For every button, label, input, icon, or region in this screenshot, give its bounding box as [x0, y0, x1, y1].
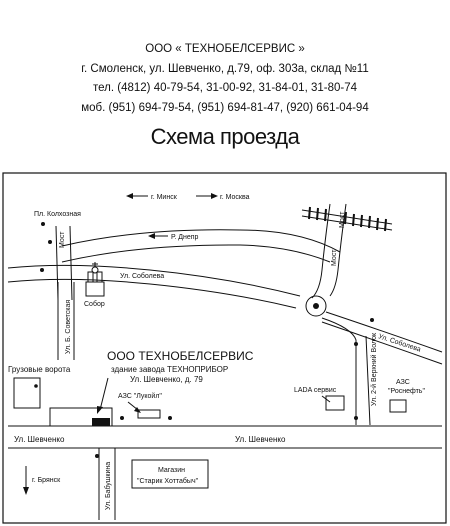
traffic-light-icon	[95, 454, 99, 458]
gas-station-icon	[390, 400, 406, 412]
building-icon	[14, 378, 40, 408]
traffic-light-icon	[168, 416, 172, 420]
label-dnepr: Р. Днепр	[171, 234, 199, 241]
label-soboleva-right: Ул. Соболева	[377, 333, 422, 354]
traffic-light-icon	[354, 416, 358, 420]
company-mobile: моб. (951) 694-79-54, (951) 694-81-47, (920) 661-04-94	[81, 102, 369, 114]
traffic-light-icon	[41, 222, 45, 226]
arrow-moscow-icon	[196, 193, 218, 199]
arrow-lukoil-icon	[128, 402, 141, 413]
label-gruzovye-vorota: Грузовые ворота	[8, 365, 71, 374]
company-phones: тел. (4812) 40-79-54, 31-00-92, 31-84-01, 31-80-74	[93, 82, 357, 94]
label-babushkina: Ул. Бабушкина	[105, 461, 112, 510]
label-sobor: Собор	[84, 301, 105, 308]
river-road-lower	[62, 245, 330, 262]
roundabout-center	[313, 303, 319, 309]
company-marker	[92, 418, 110, 426]
gas-station-icon	[138, 410, 160, 418]
traffic-light-icon	[34, 384, 38, 388]
label-shevchenko-right: Ул. Шевченко	[235, 435, 286, 444]
label-moscow: г. Москва	[220, 194, 250, 201]
label-minsk: г. Минск	[151, 194, 177, 201]
arrow-company-icon	[97, 378, 108, 414]
label-lada: LADA сервис	[294, 387, 337, 394]
traffic-light-icon	[40, 268, 44, 272]
label-shevchenko-left: Ул. Шевченко	[14, 435, 65, 444]
label-magazin-line2: "Старик Хоттабыч"	[137, 478, 199, 485]
building-icon	[326, 396, 344, 410]
arrow-dnepr-icon	[148, 233, 168, 239]
traffic-light-icon	[120, 416, 124, 420]
traffic-light-icon	[354, 342, 358, 346]
label-azs-rosneft-line1: АЗС	[396, 379, 410, 386]
bridge-left-road	[70, 226, 72, 300]
cathedral-icon	[86, 262, 104, 296]
river-road-upper	[62, 230, 340, 252]
label-azs-rosneft-line2: "Роснефть"	[388, 388, 425, 395]
label-most-right-top: Мост	[339, 211, 346, 228]
volok-road	[366, 336, 370, 425]
label-bryansk: г. Брянск	[32, 477, 61, 484]
label-azs-lukoil: АЗС "Лукойл"	[118, 393, 162, 400]
railway-icon	[302, 207, 392, 231]
page-title: Схема проезда	[150, 124, 300, 149]
label-company: ООО ТЕХНОБЕЛСЕРВИС	[107, 349, 254, 363]
company-address: г. Смоленск, ул. Шевченко, д.79, оф. 303а, склад №11	[81, 63, 369, 75]
volok-road	[322, 318, 356, 425]
label-sovetskaya: Ул. Б. Советская	[65, 299, 72, 354]
arrow-bryansk-icon	[23, 466, 29, 495]
label-kolkhoznaya: Пл. Колхозная	[34, 211, 81, 218]
label-most-right: Мост	[331, 249, 338, 266]
label-soboleva-top: Ул. Соболева	[120, 273, 165, 280]
label-zavod-line1: здание завода ТЕХНОПРИБОР	[111, 365, 229, 374]
label-magazin-line1: Магазин	[158, 467, 186, 474]
company-name: ООО « ТЕХНОБЕЛСЕРВИС »	[145, 43, 305, 55]
soboleva-right-road	[322, 322, 442, 364]
traffic-light-icon	[48, 240, 52, 244]
soboleva-road-lower	[8, 279, 296, 308]
label-verkhniy-volok: Ул. 2-й Верхний Волок	[371, 332, 378, 406]
label-zavod-line2: Ул. Шевченко, д. 79	[130, 375, 203, 384]
soboleva-road-upper	[8, 265, 300, 296]
soboleva-right-road	[326, 312, 442, 352]
arrow-minsk-icon	[126, 193, 148, 199]
label-most-left: Мост	[59, 231, 66, 248]
traffic-light-icon	[370, 318, 374, 322]
